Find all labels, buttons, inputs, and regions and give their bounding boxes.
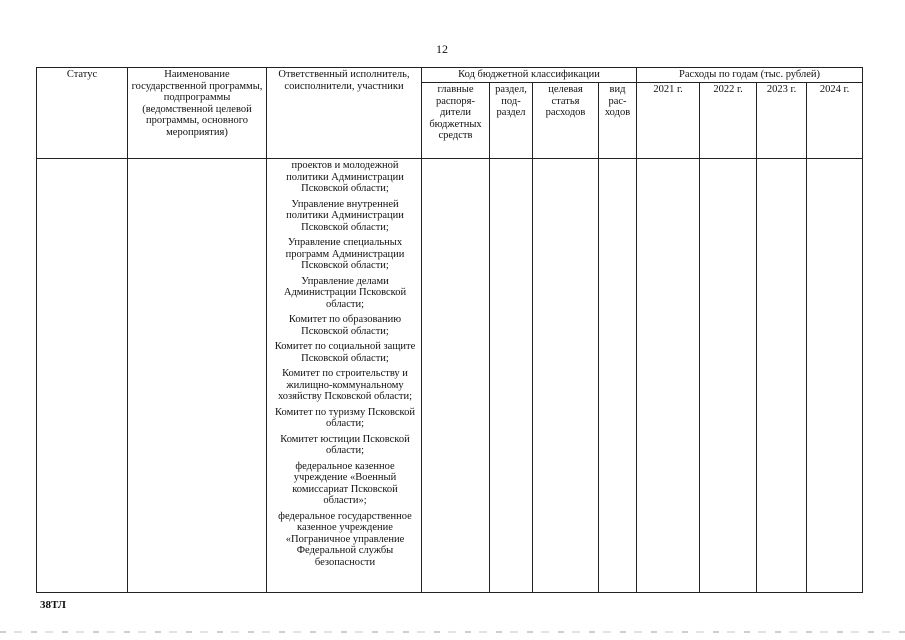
- footer-code: 38ТЛ: [40, 599, 66, 611]
- list-item: Комитет по строительству и жилищно-коммунальному хозяйству Псковской области;: [277, 368, 413, 402]
- list-item: Комитет юстиции Псковской области;: [280, 433, 410, 456]
- header-year-2022: 2022 г.: [700, 83, 757, 159]
- table-row: [37, 159, 863, 593]
- program-name-cell: [128, 159, 267, 593]
- list-item: Комитет по образованию Псковской области;: [288, 314, 402, 337]
- year-2024-cell: [807, 159, 863, 593]
- list-item: Управление внутренней политики Администрации Псковской области;: [286, 198, 404, 233]
- list-item: Управление специальных программ Администрации Псковской области;: [285, 237, 405, 271]
- list-item: Управление делами Администрации Псковской области;: [283, 275, 407, 310]
- main-managers-cell: [422, 159, 490, 593]
- header-year-2023: 2023 г.: [757, 83, 807, 159]
- scan-artifact: [0, 631, 905, 633]
- year-2021-cell: [637, 159, 700, 593]
- header-budget-code-group: Код бюджетной классификации: [422, 68, 637, 83]
- header-executor: Ответственный исполнитель, соисполнители, участники: [267, 68, 422, 159]
- expense-type-cell: [599, 159, 637, 593]
- header-expense-type: вид рас-ходов: [599, 83, 637, 159]
- list-item: федеральное казенное учреждение «Военный комиссариат Псковской области»;: [292, 460, 398, 506]
- status-cell: [37, 159, 128, 593]
- list-item: проектов и молодежной политики Администрации Псковской области;: [286, 160, 404, 194]
- header-target-article: целевая статья расходов: [533, 83, 599, 159]
- target-article-cell: [533, 159, 599, 593]
- header-year-2021: 2021 г.: [637, 83, 700, 159]
- header-row: [37, 68, 863, 83]
- list-item: федеральное государственное казенное учреждение «Пограничное управление Федеральной службы безопасности: [278, 510, 412, 568]
- list-item: Комитет по туризму Псковской области;: [275, 406, 415, 429]
- header-expenses-group: Расходы по годам (тыс. рублей): [637, 68, 863, 83]
- year-2022-cell: [700, 159, 757, 593]
- header-year-2024: 2024 г.: [807, 83, 863, 159]
- list-item: Комитет по социальной защите Псковской области;: [274, 341, 416, 364]
- page-number: 12: [436, 42, 448, 56]
- year-2023-cell: [757, 159, 807, 593]
- header-section: раздел, под-раздел: [490, 83, 533, 159]
- header-program-name: Наименование государственной программы, подпрограммы (ведомственной целевой программы, основного мероприятия): [128, 68, 267, 159]
- header-main-managers: главные распоря-дители бюджетных средств: [422, 83, 490, 159]
- budget-table: [36, 67, 863, 593]
- header-status: Статус: [37, 68, 128, 159]
- executor-cell: [267, 159, 422, 593]
- section-cell: [490, 159, 533, 593]
